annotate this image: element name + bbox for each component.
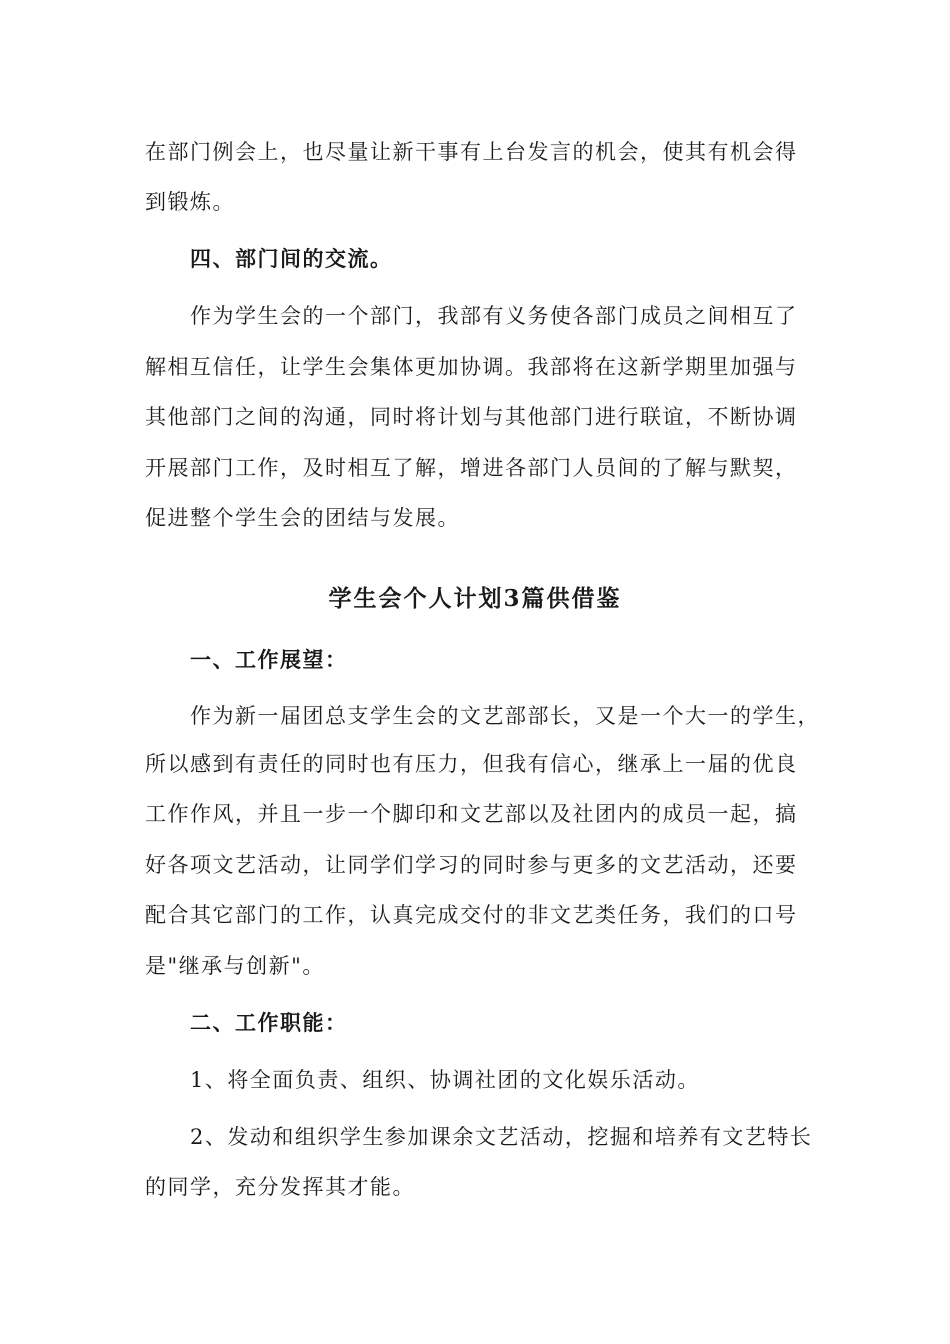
list-item: 1、将全面负责、组织、协调社团的文化娱乐活动。 bbox=[190, 1068, 700, 1092]
paragraph-line: 开展部门工作，及时相互了解，增进各部门人员间的了解与默契， bbox=[145, 456, 798, 480]
list-item-continuation: 的同学，充分发挥其才能。 bbox=[145, 1175, 415, 1199]
list-item: 2、发动和组织学生参加课余文艺活动，挖掘和培养有文艺特长 bbox=[190, 1125, 813, 1149]
paragraph-line: 是"继承与创新"。 bbox=[145, 954, 325, 978]
paragraph-line: 作为学生会的一个部门，我部有义务使各部门成员之间相互了 bbox=[190, 304, 798, 328]
paragraph-line: 解相互信任，让学生会集体更加协调。我部将在这新学期里加强与 bbox=[145, 355, 798, 379]
document-title: 学生会个人计划3篇供借鉴 bbox=[328, 585, 622, 612]
paragraph-line: 促进整个学生会的团结与发展。 bbox=[145, 506, 460, 530]
paragraph-line: 其他部门之间的沟通，同时将计划与其他部门进行联谊，不断协调 bbox=[145, 405, 798, 429]
paragraph-line: 好各项文艺活动，让同学们学习的同时参与更多的文艺活动，还要 bbox=[145, 853, 798, 877]
section-heading: 二、工作职能： bbox=[190, 1010, 348, 1035]
section-heading: 一、工作展望： bbox=[190, 647, 348, 672]
paragraph-line: 所以感到有责任的同时也有压力，但我有信心，继承上一届的优良 bbox=[145, 752, 798, 776]
paragraph-line: 在部门例会上，也尽量让新干事有上台发言的机会，使其有机会得 bbox=[145, 140, 798, 164]
paragraph-line: 工作作风，并且一步一个脚印和文艺部以及社团内的成员一起，搞 bbox=[145, 802, 798, 826]
paragraph-line: 配合其它部门的工作，认真完成交付的非文艺类任务，我们的口号 bbox=[145, 903, 798, 927]
paragraph-line: 作为新一届团总支学生会的文艺部部长，又是一个大一的学生， bbox=[190, 704, 820, 728]
paragraph-line: 到锻炼。 bbox=[145, 190, 235, 214]
section-heading: 四、部门间的交流。 bbox=[190, 246, 393, 271]
